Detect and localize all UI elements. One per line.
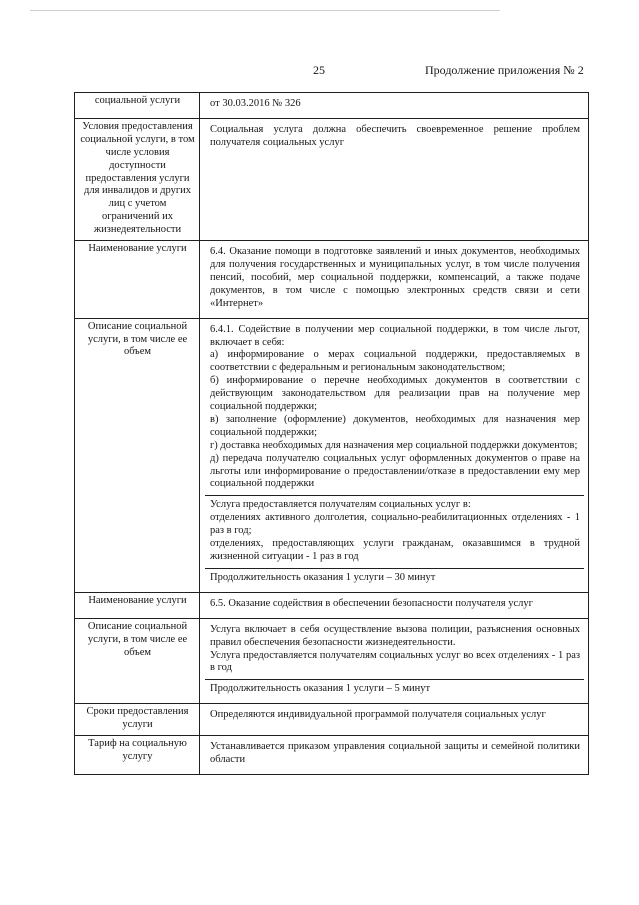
- content-block: [205, 738, 584, 771]
- content-paragraph: Определяются индивидуальной программой получателя социальных услуг: [210, 709, 546, 721]
- table-row: [75, 93, 589, 119]
- row-label: Тариф на социальную услугу: [75, 736, 200, 775]
- content-block: [205, 595, 584, 615]
- table-row: [75, 592, 589, 618]
- row-content: [200, 241, 589, 319]
- row-content: [200, 318, 589, 592]
- content-paragraph: Социальная услуга должна обеспечить своевременное решение проблем получателя социальных услуг: [210, 123, 580, 148]
- content-paragraph: д) передача получателю социальных услуг оформленных документов о праве на льготы или информирование о предоставлении/отказе в предоставлении ему мер социальной поддержки: [210, 452, 580, 490]
- content-paragraph: 6.4.1. Содействие в получении мер социальной поддержки, в том числе льгот, включает в себя:: [210, 323, 580, 348]
- content-paragraph: Услуга предоставляется получателям социальных услуг во всех отделениях - 1 раз в год: [210, 649, 580, 674]
- content-paragraph: Устанавливается приказом управления социальной защиты и семейной политики области: [210, 741, 580, 765]
- table-row: [75, 704, 589, 736]
- page-number: 25: [313, 63, 325, 77]
- row-label: Наименование услуги: [75, 592, 200, 618]
- content-block: [205, 568, 584, 589]
- row-label: социальной услуги: [75, 93, 200, 119]
- row-content: [200, 118, 589, 240]
- content-paragraph: а) информирование о мерах социальной поддержки, предоставляемых в соответствии с федеральным и региональным законодательством;: [210, 349, 580, 374]
- table-row: [75, 118, 589, 240]
- table-row: [75, 618, 589, 704]
- content-paragraph: Услуга включает в себя осуществление вызова полиции, разъяснения основных правил обеспечения безопасности жизнедеятельности.: [210, 623, 580, 648]
- services-table-body: [75, 93, 589, 775]
- content-paragraph: Продолжительность оказания 1 услуги – 30 минут: [210, 571, 436, 583]
- content-block: [205, 121, 584, 154]
- content-paragraph: в) заполнение (оформление) документов, необходимых для назначения мер социальной поддержки;: [210, 413, 580, 438]
- content-block: [205, 95, 584, 115]
- row-label: Описание социальной услуги, в том числе ее объем: [75, 318, 200, 592]
- content-paragraph: 6.5. Оказание содействия в обеспечении безопасности получателя услуг: [210, 597, 533, 609]
- services-table: [74, 92, 589, 775]
- row-label: Условия предоставления социальной услуги, в том числе условия доступности предоставления услуги для инвалидов и других лиц с учетом ограничений их жизнедеятельности: [75, 118, 200, 240]
- content-block: [205, 621, 584, 680]
- row-content: [200, 592, 589, 618]
- scan-edge-line: [30, 10, 500, 11]
- content-block: [205, 321, 584, 496]
- content-block: [205, 243, 584, 315]
- content-paragraph: отделениях, предоставляющих услуги гражданам, оказавшимся в трудной жизненной ситуации - 1 раз в год: [210, 538, 580, 562]
- content-paragraph: 6.4. Оказание помощи в подготовке заявлений и иных документов, необходимых для получения государственных и муниципальных услуг, в том числе получения пенсий, пособий, мер социальной поддержки, компенсаций, а также подаче документов, в том числе с помощью электронных средств связи и сети «Интернет»: [210, 246, 580, 309]
- content-paragraph: отделениях активного долголетия, социально-реабилитационных отделениях - 1 раз в год;: [210, 512, 580, 537]
- row-label: Сроки предоставления услуги: [75, 704, 200, 736]
- row-label: Наименование услуги: [75, 241, 200, 319]
- content-paragraph: Продолжительность оказания 1 услуги – 5 минут: [210, 683, 431, 695]
- content-block: [205, 706, 584, 726]
- content-paragraph: Услуга предоставляется получателям социальных услуг в:: [210, 499, 471, 511]
- appendix-continuation-note: Продолжение приложения № 2: [425, 63, 584, 77]
- content-block: [205, 495, 584, 568]
- table-row: [75, 241, 589, 319]
- row-label: Описание социальной услуги, в том числе ее объем: [75, 618, 200, 704]
- content-paragraph: г) доставка необходимых для назначения мер социальной поддержки документов;: [210, 439, 578, 451]
- row-content: [200, 618, 589, 704]
- content-block: [205, 679, 584, 700]
- row-content: [200, 704, 589, 736]
- row-content: [200, 93, 589, 119]
- content-paragraph: от 30.03.2016 № 326: [210, 98, 301, 109]
- content-paragraph: б) информирование о перечне необходимых документов в соответствии с действующим законодательством для реализации прав на получение мер социальной поддержки;: [210, 375, 580, 413]
- table-row: [75, 736, 589, 775]
- table-row: [75, 318, 589, 592]
- row-content: [200, 736, 589, 775]
